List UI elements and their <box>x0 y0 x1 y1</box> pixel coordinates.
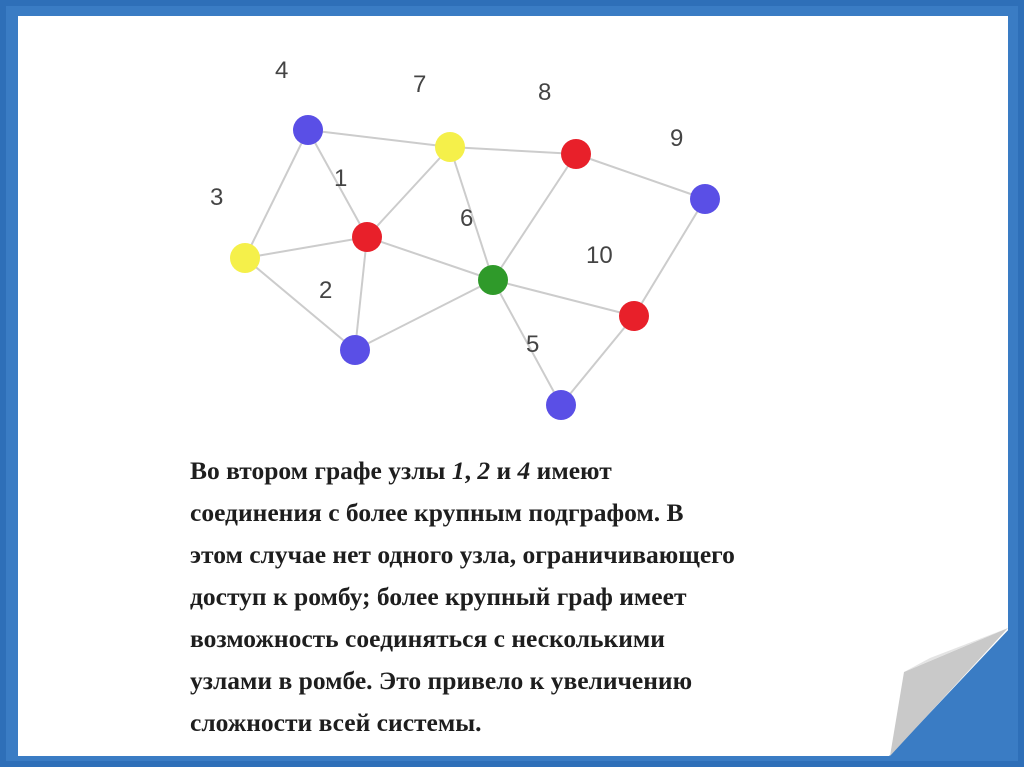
caption-l1-a: Во втором графе узлы <box>190 456 452 485</box>
caption-line-6: узлами в ромбе. Это привело к увеличению <box>190 666 693 695</box>
node-blue-bottom-left <box>340 335 370 365</box>
graph-edges <box>245 130 705 405</box>
caption-l1-sep: , <box>464 456 478 485</box>
node-green-hub <box>478 265 508 295</box>
label-4: 4 <box>275 57 289 84</box>
edge-8-9 <box>576 154 705 199</box>
edge-6-10 <box>493 280 634 316</box>
edge-1-2 <box>355 237 367 350</box>
caption-l1-b: имеют <box>530 456 612 485</box>
edge-3-2 <box>245 258 355 350</box>
label-5: 5 <box>526 331 540 358</box>
caption-node-1: 1 <box>451 456 465 485</box>
caption-node-4: 4 <box>517 456 531 485</box>
caption-node-2: 2 <box>477 456 491 485</box>
node-blue-right <box>690 184 720 214</box>
node-yellow-left <box>230 243 260 273</box>
label-6: 6 <box>460 205 474 232</box>
caption-line-1 <box>190 450 930 492</box>
edge-8-6 <box>493 154 576 280</box>
graph-labels <box>210 57 683 358</box>
node-blue-bottom <box>546 390 576 420</box>
edge-4-3 <box>245 130 308 258</box>
edge-9-10 <box>634 199 705 316</box>
caption-line-5: возможность соединяться с несколькими <box>190 624 665 653</box>
edge-2-6 <box>355 280 493 350</box>
caption-l1-and: и <box>490 456 518 485</box>
caption-line-7: сложности всей системы. <box>190 708 482 737</box>
edge-7-8 <box>450 147 576 154</box>
graph-nodes <box>230 115 720 420</box>
caption-line-4: доступ к ромбу; более крупный граф имеет <box>190 582 687 611</box>
edge-1-6 <box>367 237 493 280</box>
node-yellow-top <box>435 132 465 162</box>
label-3: 3 <box>210 184 224 211</box>
edge-4-7 <box>308 130 450 147</box>
label-8: 8 <box>538 79 552 106</box>
edge-10-5 <box>561 316 634 405</box>
edge-3-1 <box>245 237 367 258</box>
label-7: 7 <box>413 71 427 98</box>
caption-line-2: соединения с более крупным подграфом. В <box>190 498 684 527</box>
caption-text <box>190 450 930 744</box>
node-red-top-right <box>561 139 591 169</box>
node-blue-top-left <box>293 115 323 145</box>
node-red-bottom-right <box>619 301 649 331</box>
node-red-center <box>352 222 382 252</box>
caption-line-3: этом случае нет одного узла, ограничивающего <box>190 540 735 569</box>
label-1: 1 <box>334 165 348 192</box>
label-2: 2 <box>319 277 333 304</box>
label-9: 9 <box>670 125 684 152</box>
edge-7-1 <box>367 147 450 237</box>
label-10: 10 <box>586 242 613 269</box>
